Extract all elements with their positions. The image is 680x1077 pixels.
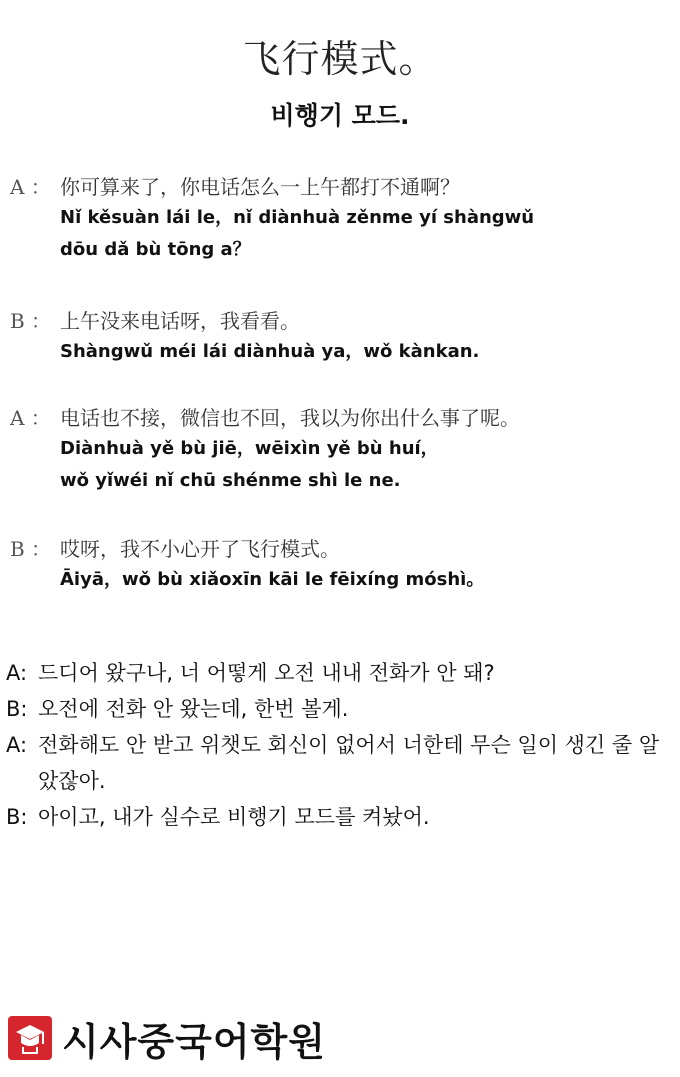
korean-translation xyxy=(6,655,674,835)
korean-line xyxy=(6,691,674,727)
academy-crest-icon xyxy=(8,1016,52,1060)
dialog-chinese-line xyxy=(10,403,670,433)
korean-speaker: A: xyxy=(6,661,28,685)
speaker-label: A ： xyxy=(10,406,51,430)
pinyin-line: Diànhuà yě bù jiē，wēixìn yě bù huí， xyxy=(60,438,439,459)
korean-text: 전화해도 안 받고 위챗도 회신이 없어서 너한테 무슨 일이 생긴 줄 알았잖아. xyxy=(38,733,660,793)
academy-name: 시사중국어학원 xyxy=(62,1019,326,1064)
speaker-label: A ： xyxy=(10,175,51,199)
korean-text: 아이고, 내가 실수로 비행기 모드를 켜놨어. xyxy=(38,805,430,829)
korean-line xyxy=(6,655,674,691)
korean-text: 오전에 전화 안 왔는데, 한번 볼게. xyxy=(38,697,349,721)
speaker-label: B ： xyxy=(10,309,52,333)
pinyin-line: Āiyā，wǒ bù xiǎoxīn kāi le fēixíng móshì。 xyxy=(60,569,485,590)
korean-speaker: B: xyxy=(6,805,28,829)
title-chinese: 飞行模式。 xyxy=(242,37,438,81)
dialog-chinese-line xyxy=(10,534,670,564)
pinyin-line: wǒ yǐwéi nǐ chū shénme shì le ne. xyxy=(60,470,401,491)
korean-line xyxy=(6,727,674,799)
korean-speaker: B: xyxy=(6,697,28,721)
pinyin-line: Nǐ kěsuàn lái le，nǐ diànhuà zěnme yí shàngwǔ xyxy=(60,207,535,228)
speaker-label: B ： xyxy=(10,537,52,561)
korean-speaker: A: xyxy=(6,733,28,757)
korean-text: 드디어 왔구나, 너 어떻게 오전 내내 전화가 안 돼? xyxy=(38,661,495,685)
pinyin-line: Shàngwǔ méi lái diànhuà ya，wǒ kànkan. xyxy=(60,341,480,362)
dialog-entry-1 xyxy=(10,172,670,266)
dialog-entry-4 xyxy=(10,534,670,596)
chinese-text: 哎呀，我不小心开了飞行模式。 xyxy=(60,537,340,561)
dialog-entry-3 xyxy=(10,403,670,497)
chinese-text: 你可算来了，你电话怎么一上午都打不通啊？ xyxy=(60,175,460,199)
dialog-chinese-line xyxy=(10,172,670,202)
chinese-text: 上午没来电话呀，我看看。 xyxy=(60,309,300,333)
title-korean: 비행기 모드. xyxy=(270,101,410,130)
korean-line xyxy=(6,799,674,835)
dialog-chinese-line xyxy=(10,306,670,336)
dialog-entry-2 xyxy=(10,306,670,368)
academy-logo xyxy=(8,1012,326,1064)
chinese-text: 电话也不接，微信也不回，我以为你出什么事了呢。 xyxy=(60,406,520,430)
pinyin-line: dōu dǎ bù tōng a？ xyxy=(60,239,251,260)
